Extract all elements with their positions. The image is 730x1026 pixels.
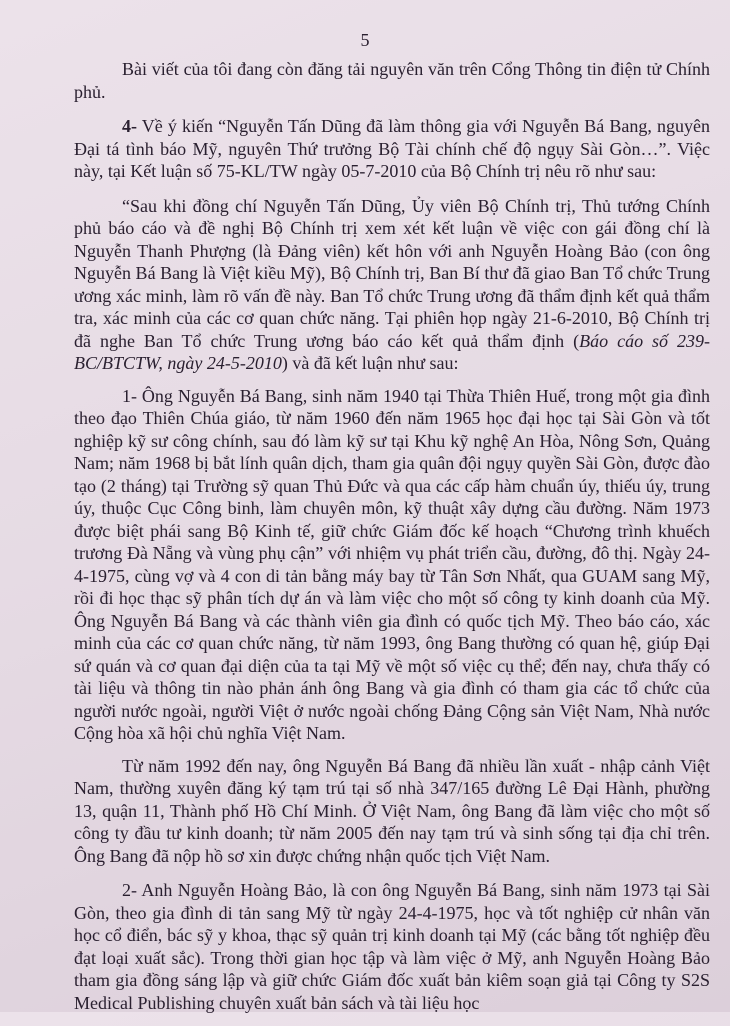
paragraph-1: Bài viết của tôi đang còn đăng tải nguyên văn trên Cổng Thông tin điện tử Chính phủ. — [74, 59, 710, 102]
report-reference: Báo cáo số 239-BC/BTCTW, ngày 24-5-2010 — [74, 330, 710, 373]
quote-text-a: “Sau khi đồng chí Nguyễn Tấn Dũng, Ủy viên Bộ Chính trị, Thủ tướng Chính phủ báo cáo và đề nghị Bộ Chính trị xem xét kết luận về việc con gái đồng chí là Nguyễn Thanh Phượng (là Đảng viên) kết hôn với anh Nguyễn Hoàng Bảo (con ông Nguyễn Bá Bang là Việt kiều Mỹ), Bộ Chính trị, Ban Bí thư đã giao Ban Tổ chức Trung ương xác minh, làm rõ vấn đề này. Ban Tổ chức Trung ương đã thẩm định kết quả thẩm tra, xác minh của các cơ quan chức năng. Tại phiên họp ngày 21-6-2010, Bộ Chính trị đã nghe Ban Tổ chức Trung ương báo cáo kết quả thẩm định ( — [74, 195, 710, 351]
paragraph-4 — [74, 115, 710, 183]
item-2-paragraph: 2- Anh Nguyễn Hoàng Bảo, là con ông Nguyễn Bá Bang, sinh năm 1973 tại Sài Gòn, theo gia đình di tản sang Mỹ từ ngày 24-4-1975, học và tốt nghiệp cử nhân văn học cổ điển, bác sỹ y khoa, thạc sỹ quản trị kinh doanh tại Mỹ (các bằng tốt nghiệp đều đạt loại xuất sắc). Trong thời gian học tập và làm việc ở Mỹ, anh Nguyễn Hoàng Bảo tham gia đồng sáng lập và giữ chức Giám đốc xuất bản kiêm soạn giả tại Công ty S2S Medical Publishing chuyên xuất bản sách và tài liệu học — [74, 880, 710, 1013]
paragraph-1992: Từ năm 1992 đến nay, ông Nguyễn Bá Bang đã nhiều lần xuất - nhập cảnh Việt Nam, thường xuyên đăng ký tạm trú tại số nhà 347/165 đường Lê Đại Hành, phường 13, quận 11, Thành phố Hồ Chí Minh. Ở Việt Nam, ông Bang đã làm việc cho một số công ty đầu tư kinh doanh; từ năm 2005 đến nay tạm trú và sinh sống tại địa chỉ trên. Ông Bang đã nộp hồ sơ xin được chứng nhận quốc tịch Việt Nam. — [74, 755, 710, 866]
document-body — [74, 58, 710, 1026]
section-number: 4- — [122, 116, 137, 136]
item-1-paragraph: 1- Ông Nguyễn Bá Bang, sinh năm 1940 tại Thừa Thiên Huế, trong một gia đình theo đạo Thiên Chúa giáo, từ năm 1960 đến năm 1965 học đại học tại Sài Gòn và tốt nghiệp kỹ sư công chính, sau đó làm kỹ sư tại Khu kỹ nghệ An Hòa, Nông Sơn, Quảng Nam; năm 1968 bị bắt lính quân dịch, tham gia quân đội ngụy quyền Sài Gòn, được đào tạo (2 tháng) tại Trường sỹ quan Thủ Đức và qua các cấp hàm chuẩn úy, thiếu úy, trung úy, thuộc Cục Công binh, làm chuyên môn, kỹ thuật xây dựng cầu đường. Năm 1973 được biệt phái sang Bộ Kinh tế, giữ chức Giám đốc kế hoạch “Chương trình khuếch trương Đà Nẵng và vùng phụ cận” với nhiệm vụ phát triển cầu, đường, đô thị. Ngày 24-4-1975, cùng vợ và 4 con di tản bằng máy bay từ Tân Sơn Nhất, qua GUAM sang Mỹ, rồi đi học thạc sỹ phân tích dự án và làm việc cho một số công ty kinh doanh của Mỹ. Ông Nguyễn Bá Bang và các thành viên gia đình có quốc tịch Mỹ. Theo báo cáo, xác minh của các cơ quan chức năng, từ năm 1993, ông Bang thường có quan hệ, giúp Đại sứ quán và cơ quan đại diện của ta tại Mỹ về một số việc cụ thể; đến nay, chưa thấy có tài liệu và thông tin nào phản ánh ông Bang và gia đình có tham gia các tổ chức của người nước ngoài, người Việt ở nước ngoài chống Đảng Cộng sản Việt Nam, Nhà nước Cộng hòa xã hội chủ nghĩa Việt Nam. — [74, 385, 710, 743]
quote-text-b: ) và đã kết luận như sau: — [281, 353, 459, 373]
page-number: 5 — [360, 30, 370, 50]
paragraph-4-text: Về ý kiến “Nguyễn Tấn Dũng đã làm thông gia với Nguyễn Bá Bang, nguyên Đại tá tình báo Mỹ, nguyên Thứ trưởng Bộ Tài chính chế độ ngụy Sài Gòn…”. Việc này, tại Kết luận số 75-KL/TW ngày 05-7-2010 của Bộ Chính trị nêu rõ như sau: — [74, 116, 710, 181]
quote-paragraph — [74, 195, 710, 375]
